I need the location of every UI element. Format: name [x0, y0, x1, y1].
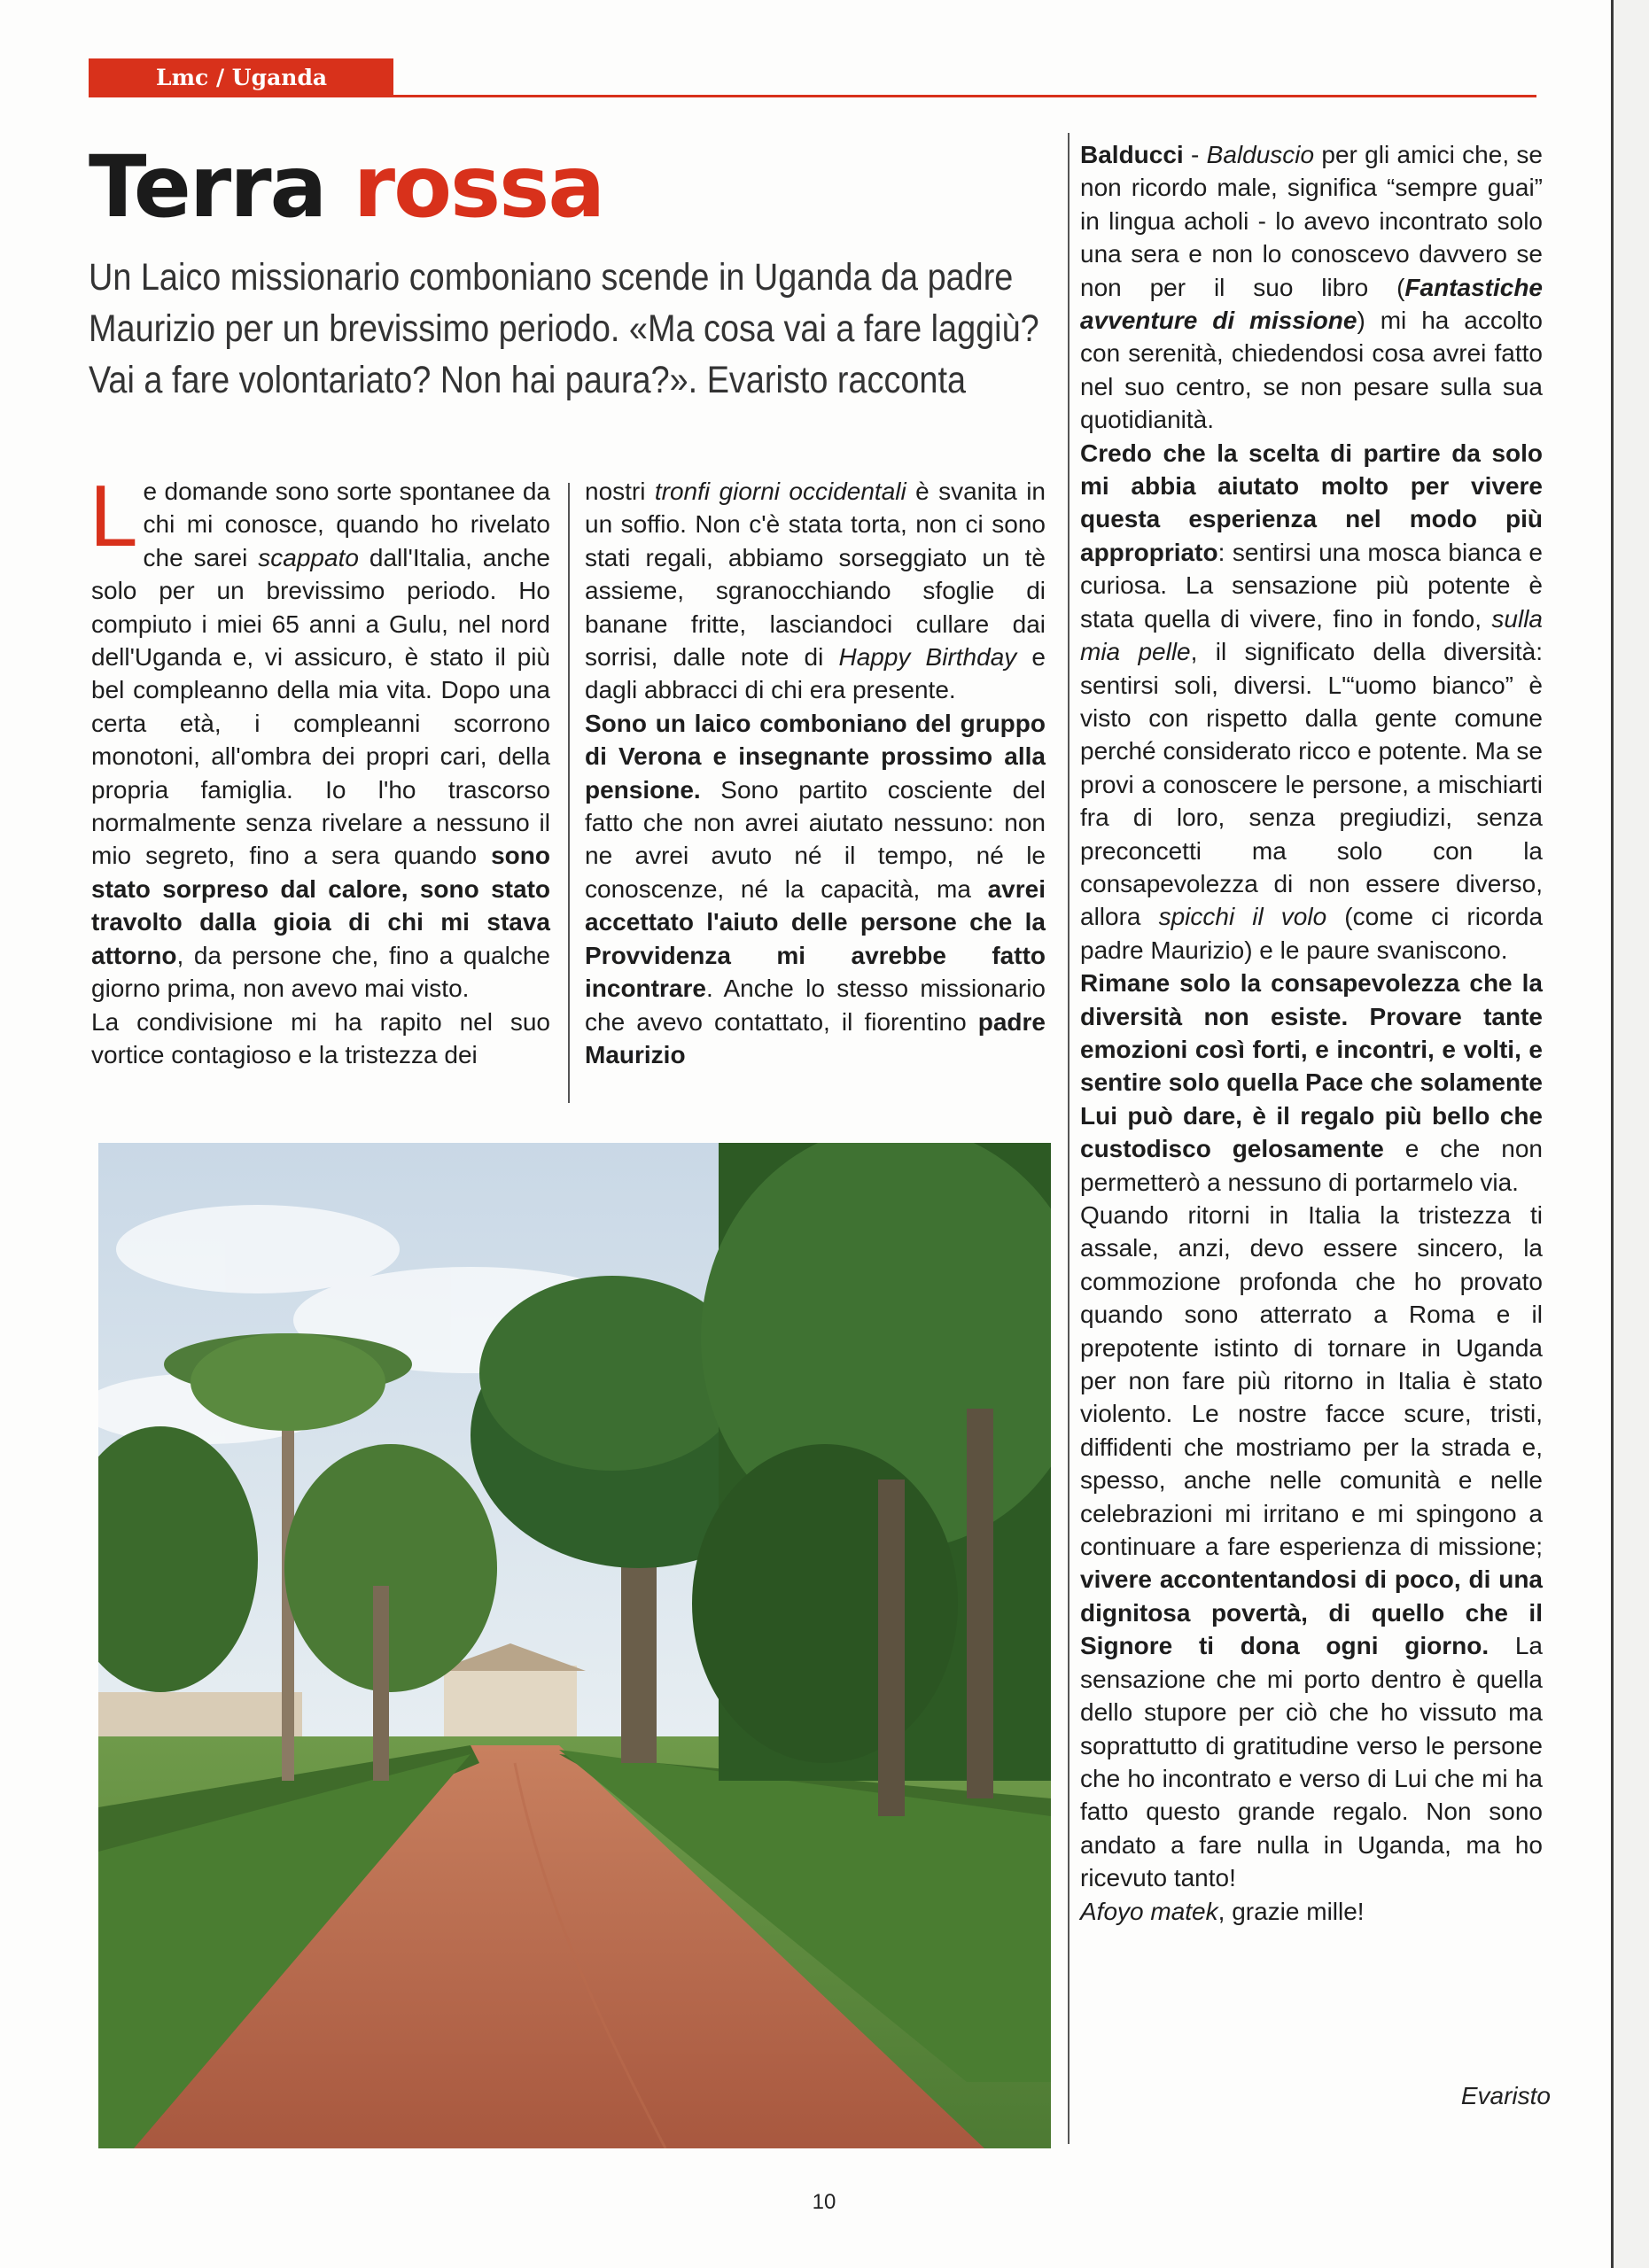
text-run: : sentirsi una mosca bianca e curiosa. La sensazione più potente è stata quella di vivere, fino in fondo, — [1080, 538, 1543, 633]
text-run-bold: Sono un laico comboniano del gruppo di Verona e insegnante prossimo alla pensione. — [585, 709, 1046, 804]
column-divider — [568, 483, 570, 1103]
text-run: è svanita in un soffio. Non c'è stata torta, non ci sono stati regali, abbiamo sorseggiato un tè assieme, sgranocchiando sfoglie di banane fritte, lasciandoci cullare dai sorrisi, dalle note di — [585, 478, 1046, 672]
text-run-bold: padre Maurizio — [585, 1007, 1046, 1068]
column-divider — [1068, 133, 1070, 2144]
text-run: , grazie mille! — [1217, 1897, 1365, 1925]
paragraph — [585, 475, 1046, 707]
text-run-bold: sono stato sorpreso dal calore, sono stato travolto dalla gioia di chi mi stava attorno — [91, 842, 550, 969]
text-run: e che non permetterò a nessuno di portarmelo via. — [1080, 1135, 1543, 1196]
text-run-italic: Happy Birthday — [838, 643, 1017, 672]
paragraph — [585, 707, 1046, 1071]
article-subtitle: Un Laico missionario comboniano scende in Uganda da padre Maurizio per un brevissimo periodo. «Ma cosa vai a fare laggiù? Vai a fare volontariato? Non hai paura?». Evaristo racconta — [89, 256, 1039, 401]
text-run-italic: scappato — [258, 543, 359, 571]
text-run-italic: spicchi il volo — [1158, 903, 1327, 931]
paragraph — [1080, 437, 1543, 967]
scan-edge-line — [1611, 0, 1614, 2268]
text-run-bold: avrei accettato l'aiuto delle persone che la Provvidenza mi avrebbe fatto incontrare — [585, 874, 1046, 1003]
text-run-italic: tronfi giorni occidentali — [654, 478, 906, 505]
article-title — [89, 138, 603, 236]
text-run-italic: sulla mia pelle — [1080, 604, 1543, 666]
text-run: e domande sono sorte spontanee da chi mi conosce, quando ho rivelato che sarei — [143, 478, 550, 571]
text-run-italic: Afoyo matek — [1080, 1897, 1218, 1925]
paragraph — [1080, 1895, 1543, 1928]
scan-margin — [1614, 0, 1649, 2268]
text-run: . Anche lo stesso missionario che avevo contattato, il fiorentino — [585, 975, 1046, 1036]
paragraph — [91, 1006, 550, 1072]
text-column-2 — [585, 475, 1046, 1071]
text-run-bold: Credo che la scelta di partire da solo mi abbia aiutato molto per vivere questa esperienza nel modo più appropriato — [1080, 439, 1543, 566]
paragraph — [1080, 138, 1543, 437]
section-rule — [393, 95, 1536, 97]
text-run: per gli amici che, se non ricordo male, significa “sempre guai” in lingua acholi - lo avevo incontrato solo una sera e non lo conoscevo davvero se non per il suo libro ( — [1080, 141, 1543, 301]
paragraph — [1080, 1199, 1543, 1895]
text-run-bold: vivere accontentandosi di poco, di una dignitosa povertà, di quello che il Signore ti dona ogni giorno. — [1080, 1565, 1543, 1660]
text-run: La condivisione mi ha rapito nel suo vortice contagioso e la tristezza dei — [91, 1007, 550, 1068]
text-run-bold: Rimane solo la consapevolezza che la diversità non esiste. Provare tante emozioni così forti, e incontri, e volti, e sentire solo quella Pace che solamente Lui può dare, è il regalo più bello che custodisco gelosamente — [1080, 969, 1543, 1163]
text-run: La sensazione che mi porto dentro è quella dello stupore per ciò che ho vissuto ma soprattutto di gratitudine verso le persone che ho incontrato e verso di Lui che mi ha fatto questo grande regalo. Non sono andato a fare nulla in Uganda, ma ho ricevuto tanto! — [1080, 1632, 1543, 1892]
text-run: (come ci ricorda padre Maurizio) e le paure svaniscono. — [1080, 903, 1544, 964]
text-run: Sono partito cosciente del fatto che non avrei aiutato nessuno: non ne avrei avuto né il tempo, né le conoscenze, né la capacità, ma — [585, 775, 1046, 903]
text-run-bold: Balducci — [1080, 141, 1184, 168]
text-run: e dagli abbracci di chi era presente. — [585, 643, 1046, 704]
paragraph — [89, 467, 550, 1006]
text-run: ) mi ha accolto con serenità, chiedendosi cosa avrei fatto nel suo centro, se non pesare sulla sua quotidianità. — [1080, 307, 1543, 434]
text-run-bold-italic: Fantastiche avventure di missione — [1080, 273, 1543, 335]
text-run: , da persone che, fino a qualche giorno prima, non avevo mai visto. — [91, 941, 550, 1003]
tree-right-cluster — [692, 1143, 1051, 1816]
page-number: 10 — [812, 2190, 836, 2214]
title-part-1: Terra — [89, 137, 326, 237]
building-center — [444, 1666, 577, 1745]
text-run: - — [1183, 141, 1207, 168]
text-run: Quando ritorni in Italia la tristezza ti assale, anzi, devo essere sincero, la commozione profonda che ho provato quando sono atterrato a Roma e il prepotente istinto di tornare in Uganda per non fare più ritorno in Italia è stato violento. Le nostre facce scure, tristi, diffidenti che mostriamo per la strada e, spesso, anche nelle comunità e nelle celebrazioni mi irritano e mi spingono a continuare a fare esperienza di missione; — [1080, 1201, 1543, 1561]
author-signature: Evaristo — [1460, 2082, 1551, 2109]
paragraph — [1080, 967, 1543, 1199]
photo-illustration — [98, 1143, 1051, 2148]
drop-cap: L — [89, 467, 138, 564]
text-run: , il significato della diversità: sentirsi soli, diversi. L'“uomo bianco” è visto con rispetto dalla gente comune perché considerato ricco e potente. Ma se provi a conoscere le persone, a mischiarti fra di loro, senza pregiudizi, senza preconcetti ma solo con la consapevolezza di non essere diverso, allora — [1080, 638, 1543, 931]
text-column-3 — [1080, 138, 1543, 1928]
text-run: nostri — [585, 478, 655, 505]
text-run-italic: Balduscio — [1206, 141, 1315, 168]
text-run: dall'Italia, anche solo per un brevissimo periodo. Ho compiuto i miei 65 anni a Gulu, nel nord dell'Uganda e, vi assicuro, è stato il più bel compleanno della mia vita. Dopo una certa età, i compleanni scorrono monotoni, all'ombra dei propri cari, della propria famiglia. Io l'ho trascorso normalmente senza rivelare a nessuno il mio segreto, fino a sera quando — [91, 543, 550, 870]
text-column-1 — [89, 467, 550, 1071]
section-tab: Lmc / Uganda — [89, 58, 393, 97]
title-part-2: rossa — [353, 137, 604, 237]
article-photo — [98, 1143, 1051, 2148]
